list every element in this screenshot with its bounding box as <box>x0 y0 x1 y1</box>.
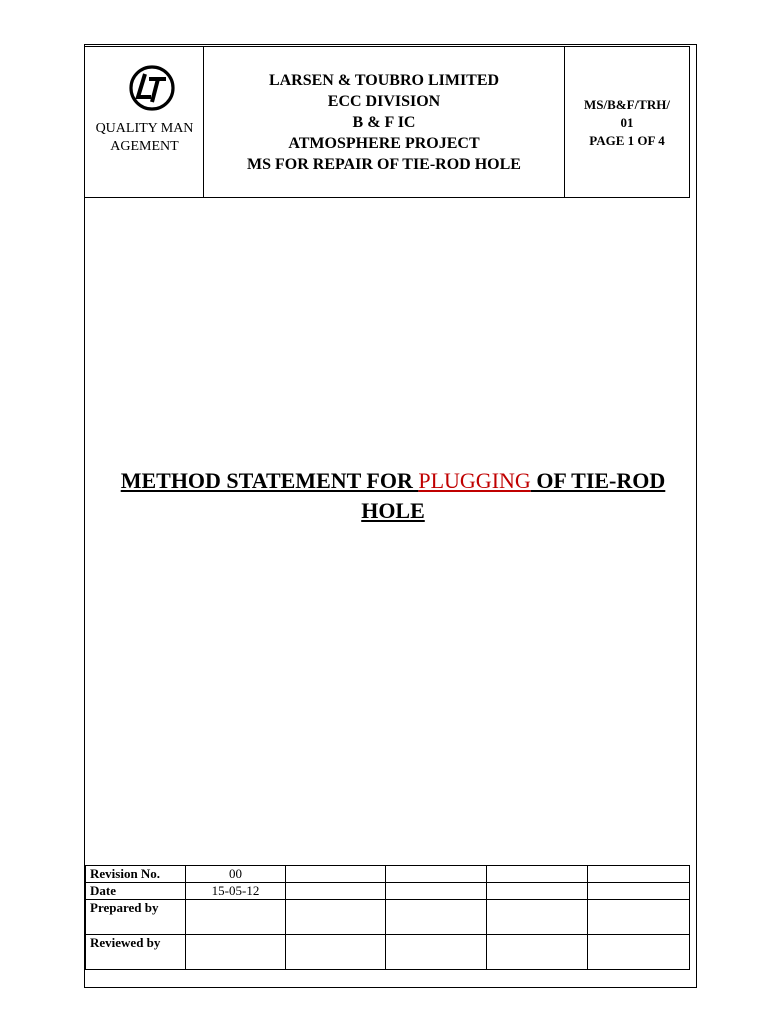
quality-management-label: QUALITY MANAGEMENT <box>95 121 194 154</box>
prepared-by-row <box>86 900 690 935</box>
revision-row <box>86 866 690 883</box>
lt-logo-icon <box>128 64 176 112</box>
header-center-cell <box>204 47 565 197</box>
date-row <box>86 883 690 900</box>
header-right-cell <box>565 47 689 197</box>
table-cell <box>286 935 386 970</box>
business-unit: B & F IC <box>352 114 416 131</box>
page-number: PAGE 1 OF 4 <box>589 133 665 148</box>
table-cell <box>386 883 487 900</box>
company-name: LARSEN & TOUBRO LIMITED <box>268 72 500 89</box>
reviewed-by-label: Reviewed by <box>86 935 186 970</box>
division-name: ECC DIVISION <box>327 93 441 110</box>
project-name: ATMOSPHERE PROJECT <box>288 135 480 152</box>
table-cell <box>386 900 487 935</box>
table-cell <box>588 935 690 970</box>
table-cell <box>386 935 487 970</box>
table-cell <box>286 900 386 935</box>
title-part-2: OF TIE-ROD HOLE <box>361 468 666 523</box>
table-cell <box>487 883 588 900</box>
document-header <box>84 46 690 198</box>
prepared-by-label: Prepared by <box>86 900 186 935</box>
document-number: MS/B&F/TRH/ <box>584 97 670 112</box>
table-cell <box>286 866 386 883</box>
table-cell <box>186 935 286 970</box>
document-title <box>90 466 696 526</box>
document-subject: MS FOR REPAIR OF TIE-ROD HOLE <box>247 156 521 173</box>
revision-table <box>85 865 690 970</box>
header-left-cell <box>85 47 204 197</box>
table-cell <box>588 883 690 900</box>
table-cell <box>286 883 386 900</box>
table-cell <box>487 900 588 935</box>
table-cell <box>588 900 690 935</box>
title-highlight: PLUGGING <box>418 468 531 493</box>
table-cell <box>588 866 690 883</box>
table-cell <box>386 866 487 883</box>
table-cell <box>186 900 286 935</box>
document-number-suffix: 01 <box>620 115 634 130</box>
revision-value: 00 <box>186 866 286 883</box>
table-cell <box>487 866 588 883</box>
table-cell <box>487 935 588 970</box>
date-label: Date <box>86 883 186 900</box>
reviewed-by-row <box>86 935 690 970</box>
title-part-1: METHOD STATEMENT FOR <box>120 468 419 493</box>
date-value: 15-05-12 <box>186 883 286 900</box>
revision-label: Revision No. <box>86 866 186 883</box>
